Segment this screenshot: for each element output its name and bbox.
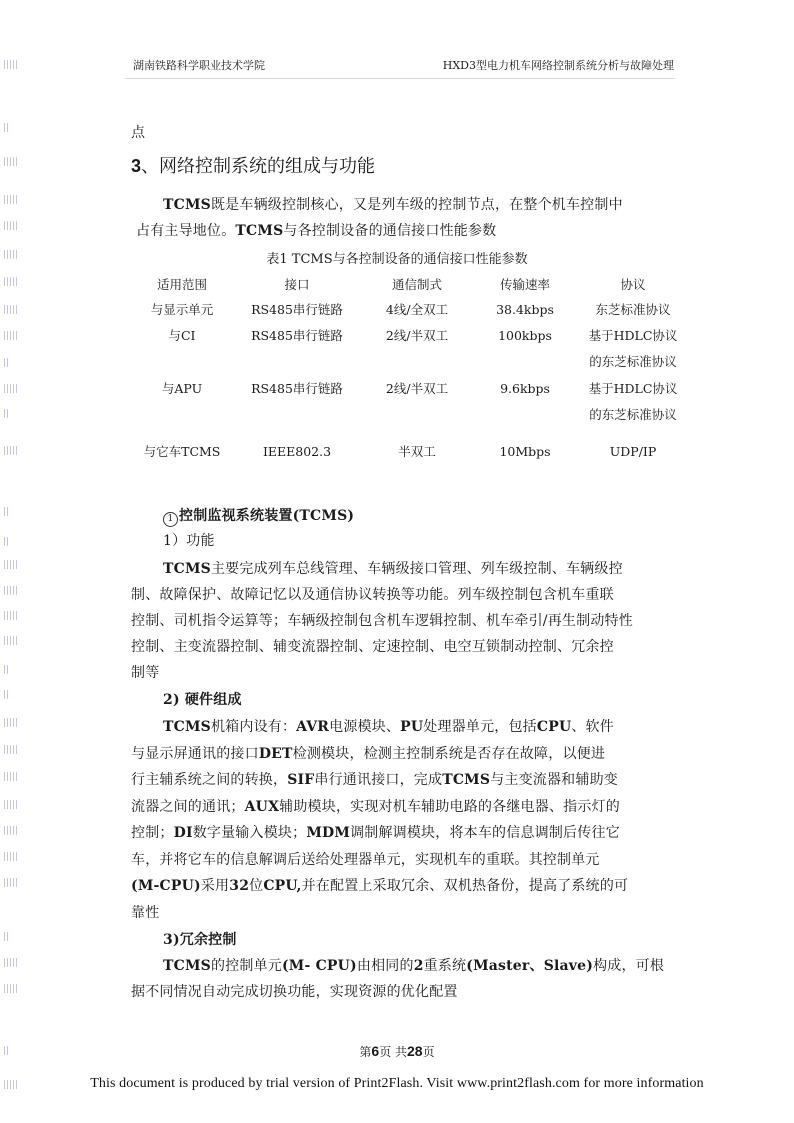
function-line-1 <box>163 558 623 578</box>
subsection-1-title: 控制监视系统装置(TCMS) <box>179 508 355 524</box>
margin-artifact <box>4 446 18 455</box>
strong-term: TCMS <box>163 561 211 577</box>
column-header: 协议 <box>620 277 646 292</box>
item-1-heading: 1）功能 <box>163 533 215 549</box>
intro-text: 与各控制设备的通信接口性能参数 <box>283 223 497 239</box>
line-text: 辅助模块，实现对机车辅助电路的各继电器、指示灯的 <box>279 798 620 815</box>
table-row <box>130 297 690 323</box>
protocol-line: 的东芝标准协议 <box>589 354 677 369</box>
margin-artifact <box>4 878 18 887</box>
margin-artifact <box>4 384 18 393</box>
current-page: 6 <box>371 1043 380 1059</box>
cell-mode: 2线/半双工 <box>385 381 449 396</box>
item-2-title: 2) 硬件组成 <box>163 692 242 708</box>
line-text: 据不同情况自动完成切换功能，实现资源的优化配置 <box>131 984 458 1000</box>
function-line-3: 控制、司机指令运算等；车辆级控制包含机车逻辑控制、机车牵引/再生制动特性 <box>131 613 633 629</box>
protocol-line: 的东芝标准协议 <box>589 407 677 422</box>
function-line-2: 制、故障保护、故障记忆以及通信协议转换等功能。列车级控制包含机车重联 <box>131 587 614 603</box>
margin-artifact <box>4 932 9 941</box>
protocol-line: 基于HDLC协议 <box>588 381 678 396</box>
strong-term: CPU, <box>263 878 302 894</box>
section-heading <box>131 152 375 178</box>
intro-text: 占有主导地位。 <box>136 223 236 239</box>
hardware-line-7 <box>131 875 628 895</box>
margin-artifact <box>4 984 18 993</box>
item-3-heading <box>163 929 237 949</box>
hardware-line-2 <box>131 743 605 763</box>
line-text: 并在配置上采取冗余、双机热备份，提高了系统的可 <box>301 878 629 894</box>
line-text: 与显示屏通讯的接口 <box>131 745 259 762</box>
strong-term: AUX <box>244 798 280 815</box>
item-2-heading <box>163 689 242 709</box>
strong-term: (M-CPU) <box>131 878 201 894</box>
header-institution: 湖南铁路科学职业技术学院 <box>133 59 265 72</box>
margin-artifact <box>4 195 18 204</box>
table-header-row <box>130 272 690 297</box>
page-label: 页 共 <box>379 1045 408 1059</box>
hardware-line-8 <box>131 902 159 922</box>
line-text: 串行通讯接口，完成 <box>314 772 443 788</box>
function-line-4: 控制、主变流器控制、辅变流器控制、定速控制、电空互锁制动控制、冗余控 <box>131 639 614 655</box>
line-text: 重系统 <box>423 958 467 974</box>
strong-term: DET <box>258 745 293 762</box>
margin-artifact <box>4 60 18 69</box>
strong-term: TCMS <box>163 719 211 735</box>
section-number: 3 <box>131 156 142 176</box>
margin-artifact <box>4 636 18 645</box>
strong-term: PU <box>400 719 424 735</box>
line-text: 车，并将它车的信息解调后送给处理器单元，实现机车的重联。其控制单元 <box>131 851 600 868</box>
line-text: 的控制单元 <box>210 958 282 974</box>
strong-term: DI <box>173 825 193 841</box>
cell-interface: RS485串行链路 <box>251 302 343 317</box>
line-text: 调制解调模块，将本车的信息调制后传往它 <box>350 825 620 841</box>
page-label: 第 <box>359 1045 372 1059</box>
margin-artifact <box>4 958 18 967</box>
margin-artifact <box>4 358 9 367</box>
margin-artifact <box>4 745 18 754</box>
circled-number: 1 <box>163 512 178 527</box>
hardware-line-6 <box>131 849 600 869</box>
margin-artifact <box>4 507 9 516</box>
header-divider <box>125 78 675 79</box>
column-header: 接口 <box>284 277 310 292</box>
table-caption: 表1 TCMS与各控制设备的通信接口性能参数 <box>266 252 528 267</box>
margin-artifact <box>4 157 18 166</box>
margin-artifact <box>4 690 9 699</box>
strong-term: 32 <box>229 878 250 894</box>
margin-artifact <box>4 560 18 569</box>
section-title: 、网络控制系统的组成与功能 <box>141 156 376 177</box>
cell-scope: 与APU <box>161 381 203 396</box>
cell-rate: 9.6kbps <box>500 381 550 396</box>
page-label: 页 <box>422 1045 435 1059</box>
margin-artifact <box>4 331 18 340</box>
strong-term: CPU <box>536 719 572 735</box>
margin-artifact <box>4 718 18 727</box>
cell-mode: 2线/半双工 <box>385 328 449 343</box>
margin-artifact <box>4 409 9 418</box>
margin-artifact <box>4 665 9 674</box>
line-text: 电源模块、 <box>329 719 401 735</box>
margin-artifact <box>4 800 18 809</box>
cell-protocol <box>576 323 690 376</box>
intro-line-2 <box>136 220 496 240</box>
page-number <box>0 1043 794 1060</box>
cell-mode: 4线/全双工 <box>385 302 449 317</box>
total-pages: 28 <box>407 1043 423 1059</box>
cell-protocol: 东芝标准协议 <box>595 302 671 317</box>
table-row <box>130 323 690 376</box>
trial-version-notice: This document is produced by trial version of Print2Flash. Visit www.print2flash.com for more information <box>90 1076 704 1091</box>
margin-artifact <box>4 537 9 546</box>
line-text: 行主辅系统之间的转换， <box>131 772 288 788</box>
line-text: 控制； <box>131 825 174 841</box>
line-text: 处理器单元，包括 <box>423 719 537 735</box>
strong-term: (Master、Slave) <box>466 958 594 974</box>
strong-term: MDM <box>306 825 351 841</box>
cell-rate: 100kbps <box>498 328 552 343</box>
cell-scope: 与它车TCMS <box>143 444 221 459</box>
hardware-line-4 <box>131 796 620 816</box>
line-text: 流器之间的通讯； <box>131 798 245 815</box>
line-text: 与主变流器和辅助变 <box>490 772 618 788</box>
protocol-line: 基于HDLC协议 <box>588 328 678 343</box>
strong-term: SIF <box>287 772 315 788</box>
column-header: 适用范围 <box>156 277 207 292</box>
intro-line-1 <box>163 194 623 214</box>
line-text: 主要完成列车总线管理、车辆级接口管理、列车级控制、车辆级控 <box>210 561 623 577</box>
line-text: 由相同的 <box>356 958 414 974</box>
subsection-1-heading <box>163 505 354 527</box>
line-text: 采用 <box>200 878 230 894</box>
table-spacer <box>130 429 690 439</box>
margin-artifact <box>4 611 18 620</box>
margin-artifact <box>4 852 18 861</box>
function-line-5: 制等 <box>131 665 160 681</box>
item-3-title: 3)冗余控制 <box>163 932 237 948</box>
column-header: 通信制式 <box>391 277 442 292</box>
hardware-line-5 <box>131 822 620 842</box>
intro-strong: TCMS <box>235 223 284 239</box>
line-text: 、软件 <box>571 719 614 735</box>
margin-artifact <box>4 277 18 286</box>
cell-scope: 与显示单元 <box>150 302 214 317</box>
margin-artifact <box>4 221 18 230</box>
line-text: 靠性 <box>131 904 160 921</box>
redundancy-line-1 <box>163 955 664 975</box>
cell-scope: 与CI <box>168 328 196 343</box>
line-text: 构成，可根 <box>593 958 665 974</box>
redundancy-line-2 <box>131 981 458 1001</box>
column-header: 传输速率 <box>499 277 550 292</box>
intro-strong: TCMS <box>163 197 211 213</box>
strong-term: 2 <box>413 958 424 974</box>
strong-term: (M- CPU) <box>281 958 357 974</box>
hardware-line-1 <box>163 716 614 736</box>
margin-artifact <box>4 123 9 132</box>
cell-mode: 半双工 <box>398 444 436 459</box>
margin-artifact <box>4 826 18 835</box>
cell-interface: IEEE802.3 <box>262 444 332 459</box>
table-row <box>130 376 690 429</box>
margin-artifact <box>4 305 18 314</box>
cell-protocol <box>576 376 690 429</box>
line-text: 机箱内设有： <box>210 719 297 735</box>
line-text: 数字量输入模块； <box>192 825 307 841</box>
cell-rate: 38.4kbps <box>496 302 554 317</box>
line-text: 位 <box>249 878 264 894</box>
strong-term: TCMS <box>442 772 491 788</box>
cell-interface: RS485串行链路 <box>251 328 343 343</box>
strong-term: TCMS <box>163 958 211 974</box>
strong-term: AVR <box>296 719 330 735</box>
continued-text: 点 <box>131 125 146 141</box>
margin-artifact <box>4 772 18 781</box>
cell-protocol: UDP/IP <box>609 444 657 459</box>
table-row <box>130 439 690 465</box>
cell-rate: 10Mbps <box>499 444 551 459</box>
interface-parameter-table <box>130 272 690 465</box>
line-text: 检测模块，检测主控制系统是否存在故障，以便进 <box>292 745 606 762</box>
margin-artifact <box>4 586 18 595</box>
hardware-line-3 <box>131 769 618 789</box>
header-document-title: HXD3型电力机车网络控制系统分析与故障处理 <box>442 59 674 72</box>
intro-text: 既是车辆级控制核心，又是列车级的控制节点，在整个机车控制中 <box>210 197 623 213</box>
cell-interface: RS485串行链路 <box>251 381 343 396</box>
